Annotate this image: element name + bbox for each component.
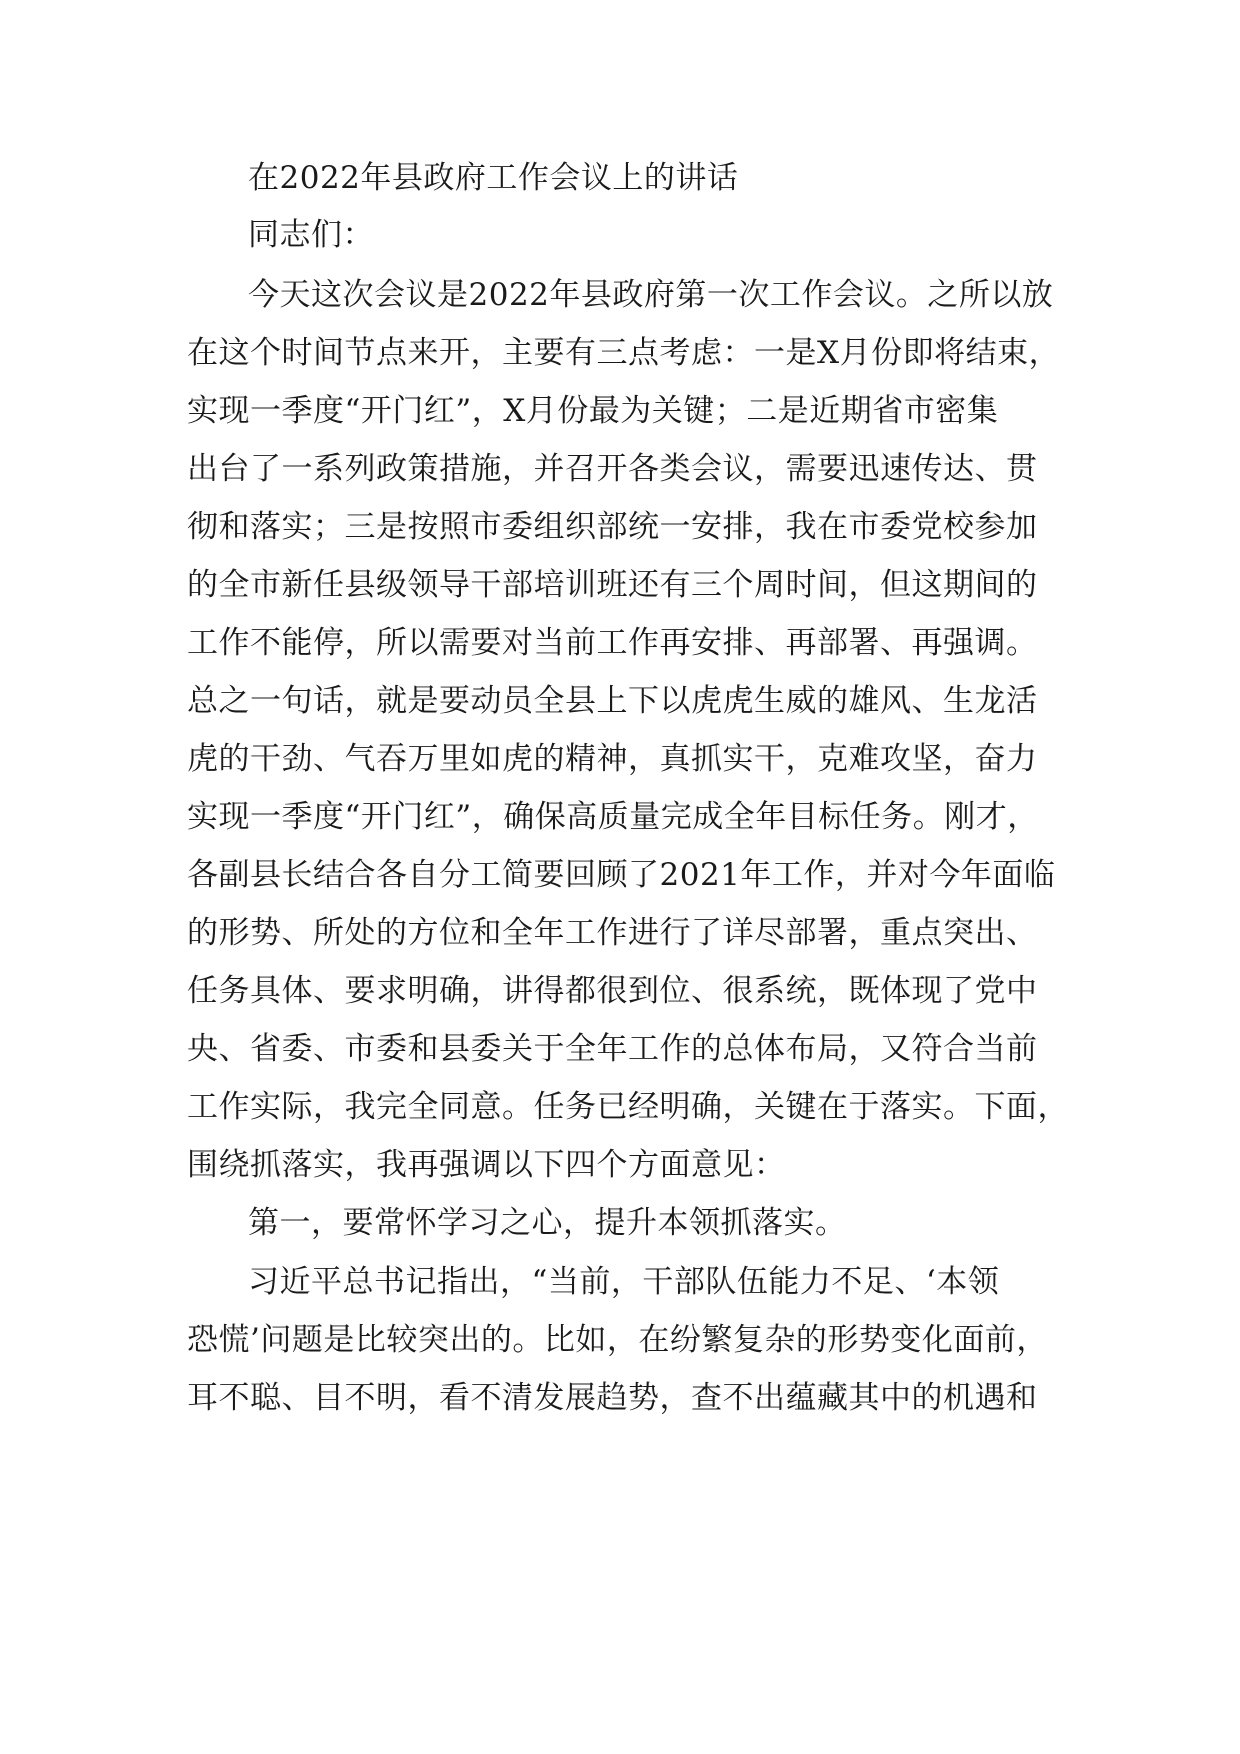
paragraph-line: 总之一句话，就是要动员全县上下以虎虎生威的雄风、生龙活 [187,683,1038,719]
paragraph-line: 任务具体、要求明确，讲得都很到位、很系统，既体现了党中 [187,973,1038,1009]
paragraph-line: 实现一季度“开门红”，X月份最为关键；二是近期省市密集 [187,393,999,429]
paragraph-line: 习近平总书记指出，“当前，干部队伍能力不足、‘本领 [248,1264,1000,1300]
paragraph-line: 虎的干劲、气吞万里如虎的精神，真抓实干，克难攻坚，奋力 [187,741,1038,777]
paragraph-line: 实现一季度“开门红”，确保高质量完成全年目标任务。刚才， [187,799,1039,835]
paragraph-line: 工作不能停，所以需要对当前工作再安排、再部署、再强调。 [187,625,1038,661]
paragraph-line: 央、省委、市委和县委关于全年工作的总体布局，又符合当前 [187,1031,1038,1067]
paragraph-line: 耳不聪、目不明，看不清发展趋势，查不出蕴藏其中的机遇和 [187,1380,1038,1416]
paragraph-line: 恐慌’问题是比较突出的。比如，在纷繁复杂的形势变化面前， [187,1322,1048,1358]
salutation: 同志们： [248,217,374,253]
document-title: 在2022年县政府工作会议上的讲话 [248,160,739,196]
paragraph-line: 的全市新任县级领导干部培训班还有三个周时间，但这期间的 [187,567,1038,603]
paragraph-line: 围绕抓落实，我再强调以下四个方面意见： [187,1147,786,1183]
paragraph-line: 今天这次会议是2022年县政府第一次工作会议。之所以放 [248,277,1054,313]
section-heading: 第一，要常怀学习之心，提升本领抓落实。 [248,1205,847,1241]
paragraph-line: 各副县长结合各自分工简要回顾了2021年工作，并对今年面临 [187,857,1056,893]
paragraph-line: 在这个时间节点来开，主要有三点考虑：一是X月份即将结束， [187,335,1061,371]
paragraph-line: 彻和落实；三是按照市委组织部统一安排，我在市委党校参加 [187,509,1038,545]
paragraph-line: 的形势、所处的方位和全年工作进行了详尽部署，重点突出、 [187,915,1038,951]
paragraph-line: 出台了一系列政策措施，并召开各类会议，需要迅速传达、贯 [187,451,1038,487]
paragraph-line: 工作实际，我完全同意。任务已经明确，关键在于落实。下面， [187,1089,1069,1125]
